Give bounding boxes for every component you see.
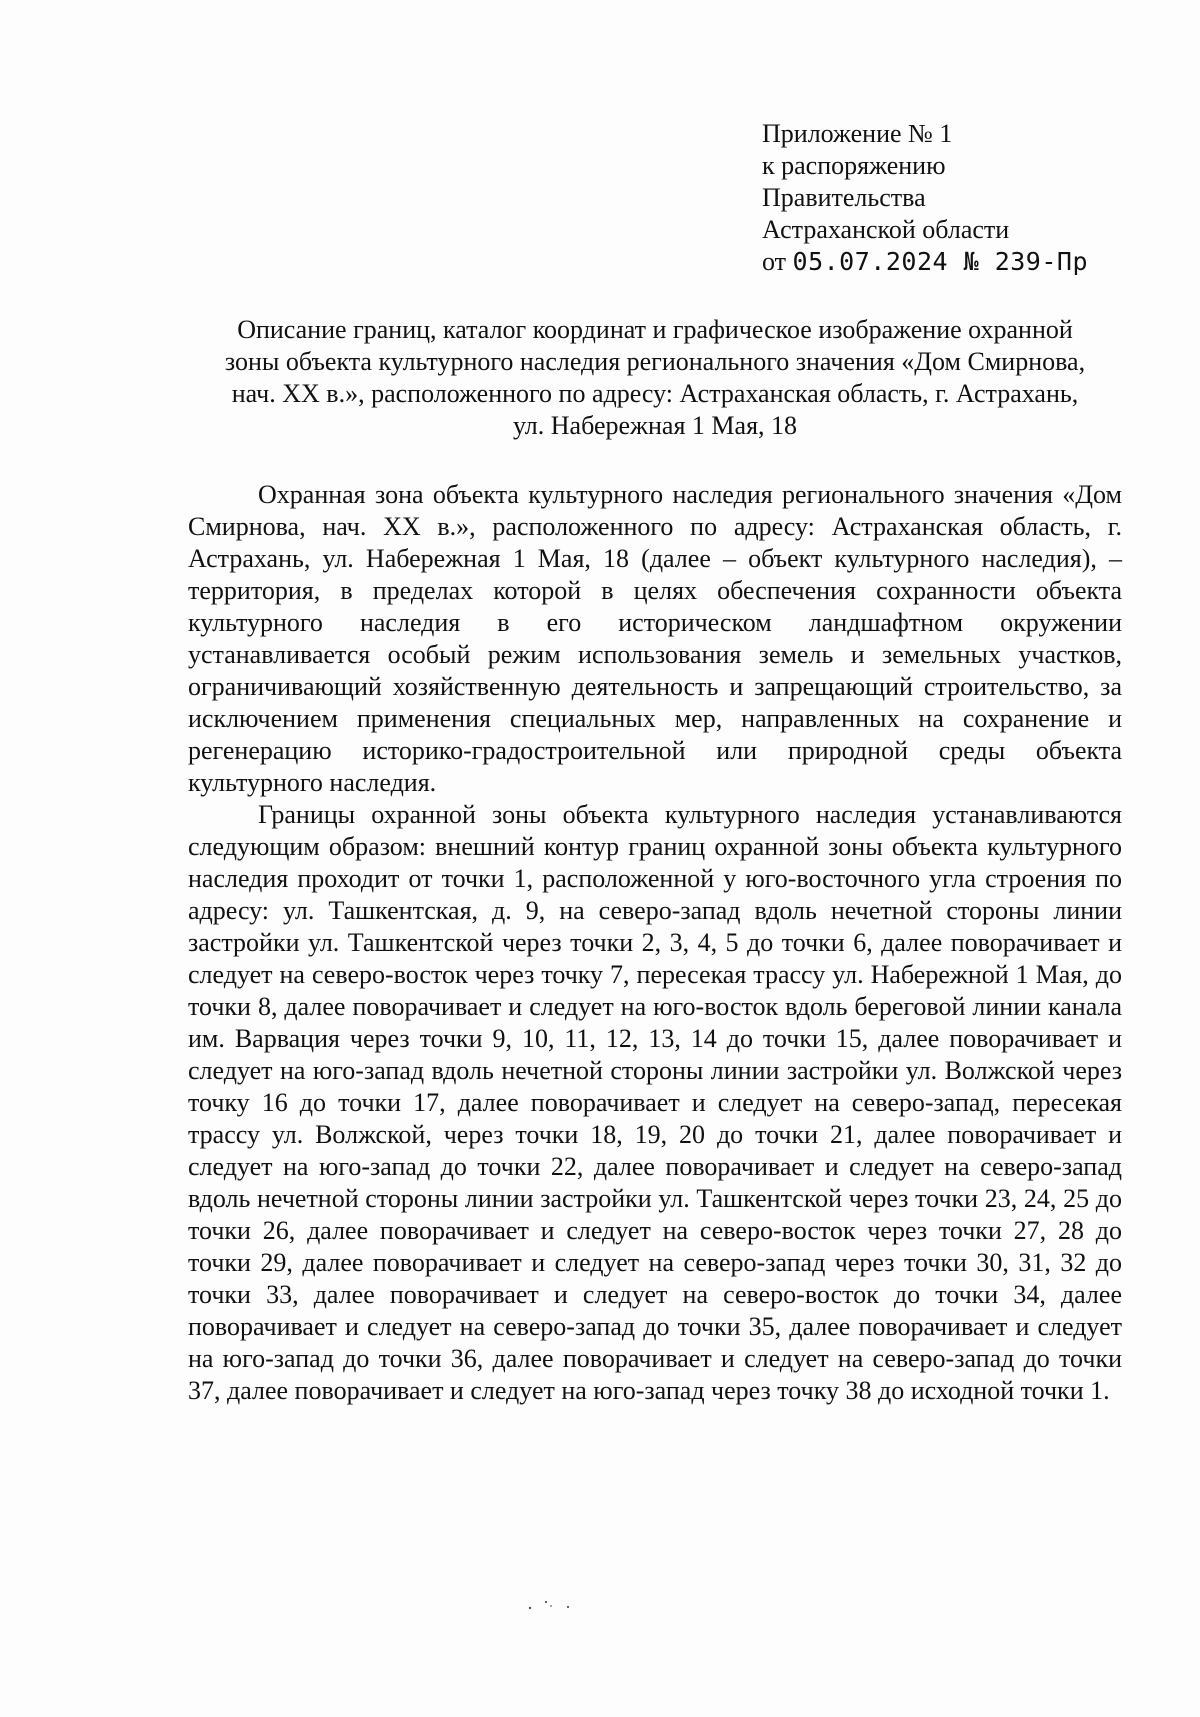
document-title [190,314,1120,442]
appendix-date-line [762,246,1088,278]
appendix-order-ref: к распоряжению [762,151,946,180]
appendix-block [762,118,1088,278]
appendix-number: Приложение № 1 [762,119,953,148]
title-line-4: ул. Набережная 1 Мая, 18 [512,411,798,440]
appendix-date-stamp: 05.07.2024 № 239-Пр [792,247,1089,276]
document-body [188,479,1122,1407]
appendix-authority: Правительства [762,183,926,212]
title-line-1: Описание границ, каталог координат и графическое изображение охранной [237,315,1073,344]
title-line-3: нач. XX в.», расположенного по адресу: Астраханская область, г. Астрахань, [231,379,1079,408]
appendix-date-prefix: от [762,247,787,276]
appendix-region: Астраханской области [762,215,1010,244]
body-paragraph-zone-definition: Охранная зона объекта культурного наследия регионального значения «Дом Смирнова, нач. XX в.», расположенного по адресу: Астраханская область, г. Астрахань, ул. Набережная 1 Мая, 18 (далее – объект культурного наследия), – территория, в пределах которой в целях обеспечения сохранности объекта культурного наследия в его историческом ландшафтном окружении устанавливается особый режим использования земель и земельных участков, ограничивающий хозяйственную деятельность и запрещающий строительство, за исключением применения специальных мер, направленных на сохранение и регенерацию историко-градостроительной или природной среды объекта культурного наследия. [188,480,1122,797]
scan-specks [524,1598,584,1614]
body-paragraph-boundaries: Границы охранной зоны объекта культурного наследия устанавливаются следующим образом: внешний контур границ охранной зоны объекта культурного наследия проходит от точки 1, расположенной у юго-восточного угла строения по адресу: ул. Ташкентская, д. 9, на северо-запад вдоль нечетной стороны линии застройки ул. Ташкентской через точки 2, 3, 4, 5 до точки 6, далее поворачивает и следует на северо-восток через точку 7, пересекая трассу ул. Набережной 1 Мая, до точки 8, далее поворачивает и следует на юго-восток вдоль береговой линии канала им. Варвация через точки 9, 10, 11, 12, 13, 14 до точки 15, далее поворачивает и следует на юго-запад вдоль нечетной стороны линии застройки ул. Волжской через точку 16 до точки 17, далее поворачивает и следует на северо-запад, пересекая трассу ул. Волжской, через точки 18, 19, 20 до точки 21, далее поворачивает и следует на юго-запад до точки 22, далее поворачивает и следует на северо-запад вдоль нечетной стороны линии застройки ул. Ташкентской через точки 23, 24, 25 до точки 26, далее поворачивает и следует на северо-восток через точки 27, 28 до точки 29, далее поворачивает и следует на северо-запад через точки 30, 31, 32 до точки 33, далее поворачивает и следует на северо-восток до точки 34, далее поворачивает и следует на северо-запад до точки 35, далее поворачивает и следует на юго-запад до точки 36, далее поворачивает и следует на северо-запад до точки 37, далее поворачивает и следует на юго-запад через точку 38 до исходной точки 1. [188,800,1122,1405]
title-line-2: зоны объекта культурного наследия регионального значения «Дом Смирнова, [224,347,1086,376]
